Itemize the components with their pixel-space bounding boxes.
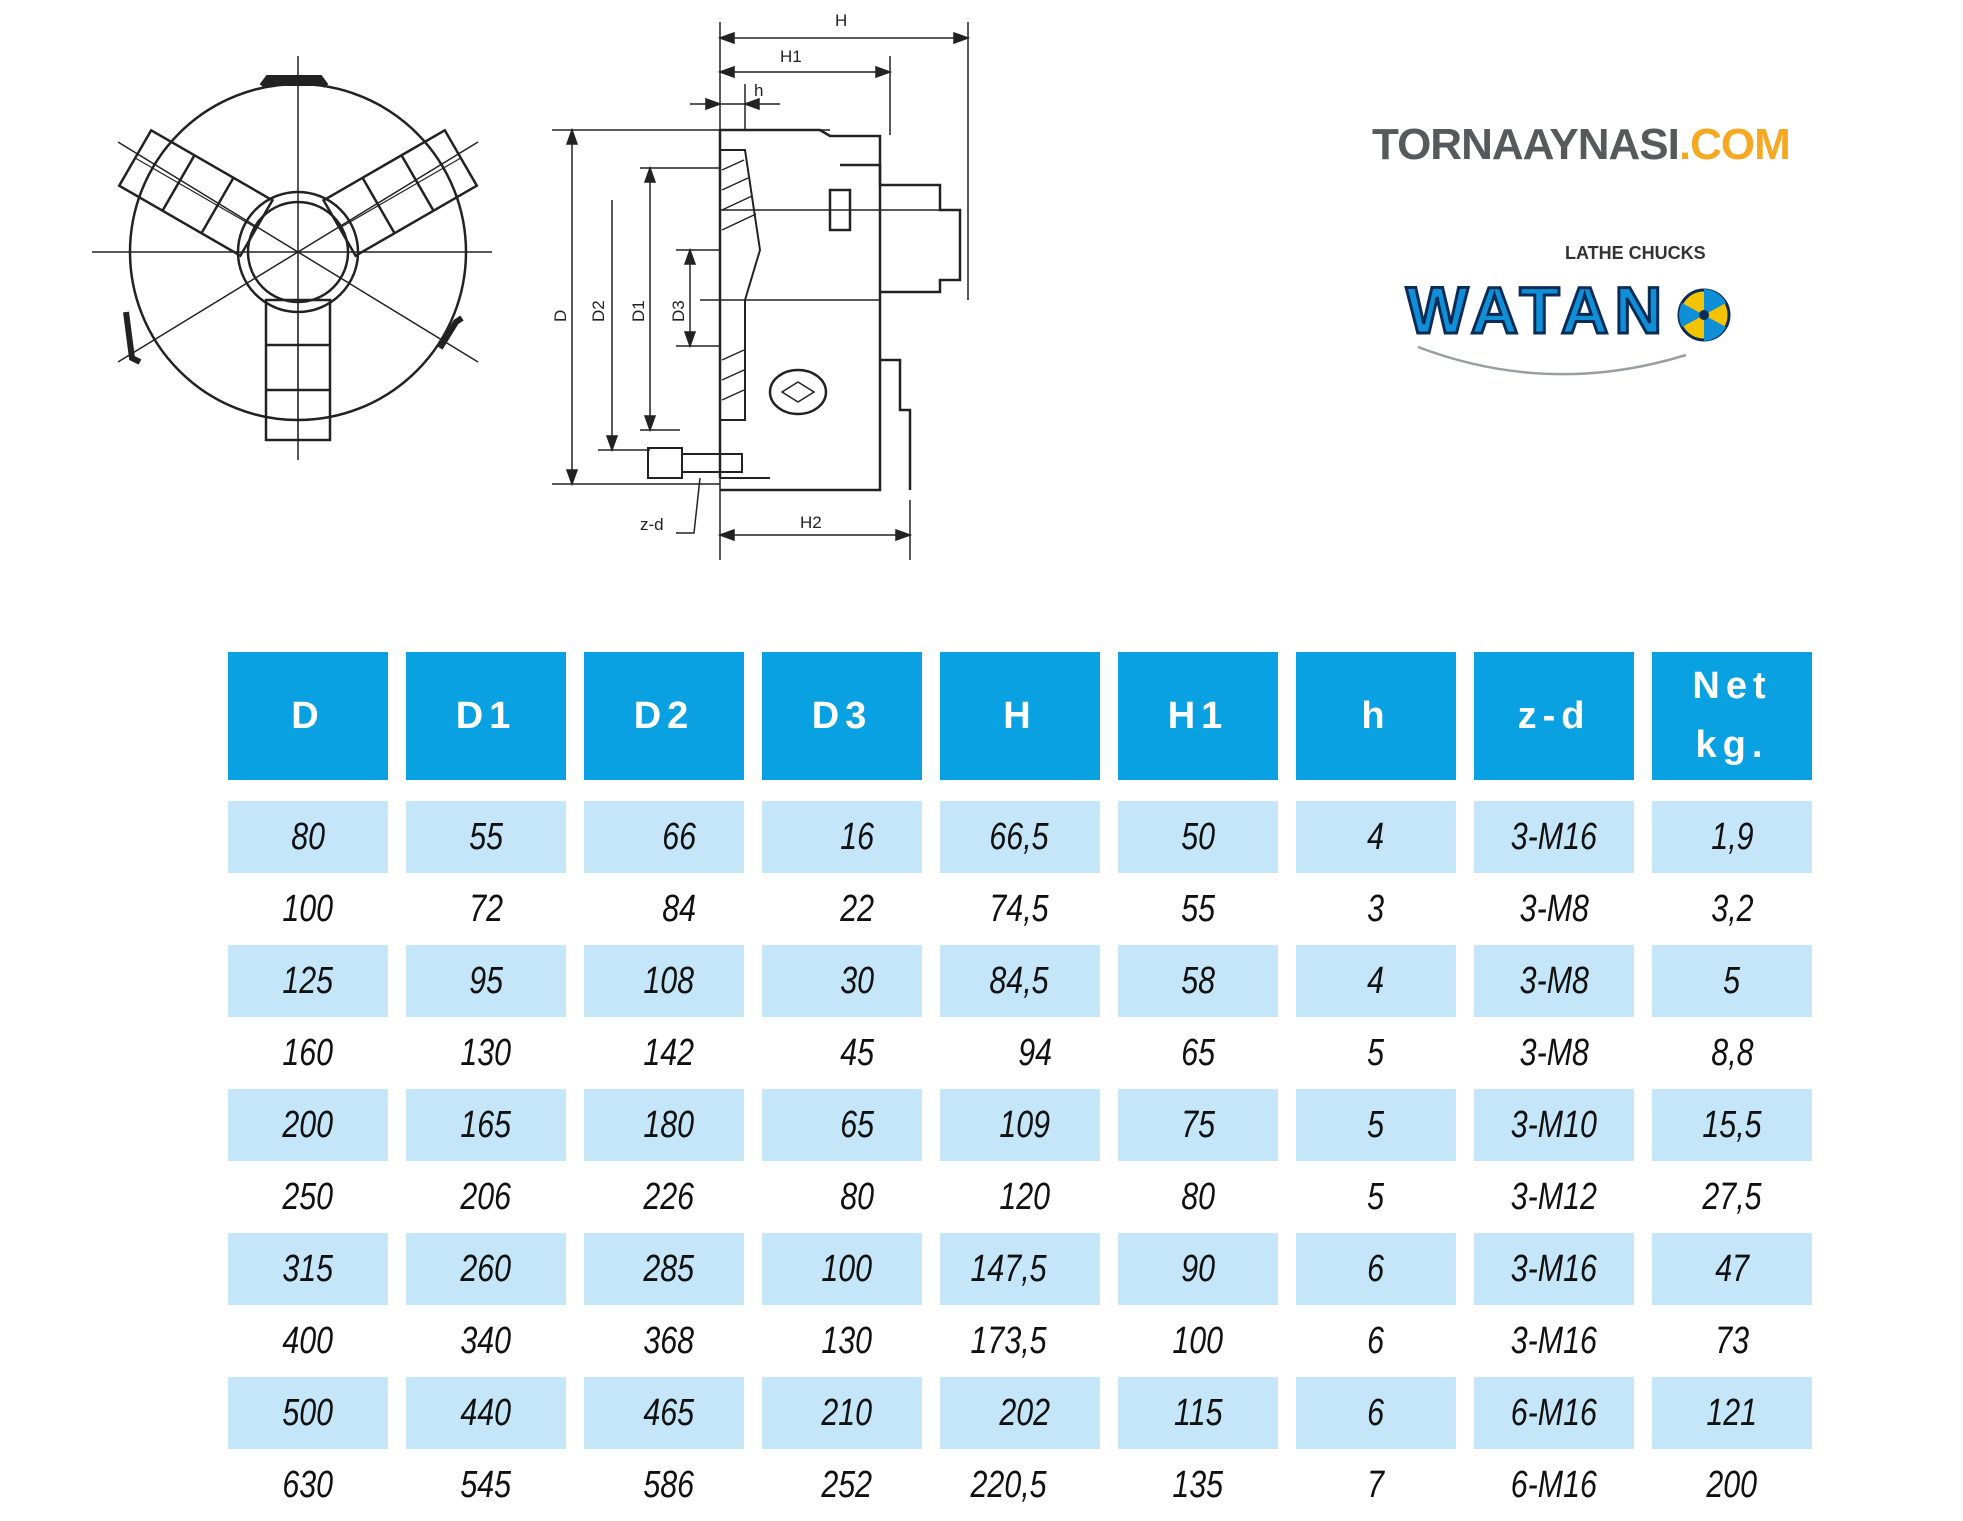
table-cell-d2 xyxy=(584,801,744,873)
table-cell-d3 xyxy=(762,801,922,873)
table-cell-value: 6 xyxy=(1367,1391,1385,1434)
table-cell-h1 xyxy=(1118,1233,1278,1305)
table-cell-d xyxy=(228,873,388,945)
column-header-net-kg: Net kg. xyxy=(1652,652,1812,780)
chuck-side-section-view xyxy=(648,130,960,490)
spacer-cell xyxy=(940,780,1100,801)
table-cell-d3 xyxy=(762,1161,922,1233)
table-cell-h1 xyxy=(1118,873,1278,945)
spacer-cell xyxy=(584,780,744,801)
table-cell-h-total xyxy=(940,1305,1100,1377)
table-cell-value: 6-M16 xyxy=(1510,1463,1598,1506)
table-cell-d3 xyxy=(762,945,922,1017)
table-cell-d1 xyxy=(406,1449,566,1521)
table-cell-d2 xyxy=(584,1089,744,1161)
table-cell-value: 66,5 xyxy=(989,815,1049,858)
dim-label-D3: D3 xyxy=(669,300,688,322)
table-cell-h-small xyxy=(1296,1377,1456,1449)
table-cell-value: 27,5 xyxy=(1702,1175,1762,1218)
table-cell-value: 180 xyxy=(642,1103,694,1146)
table-cell-value: 58 xyxy=(1181,959,1215,1002)
table-cell-value: 252 xyxy=(820,1463,872,1506)
logo-swoosh xyxy=(1418,347,1686,374)
table-cell-value: 173,5 xyxy=(970,1319,1047,1362)
table-cell-z-d xyxy=(1474,1377,1634,1449)
spacer-cell xyxy=(406,780,566,801)
table-cell-value: 135 xyxy=(1172,1463,1224,1506)
table-cell-d xyxy=(228,1233,388,1305)
dimension-labels xyxy=(551,11,847,534)
table-header-row xyxy=(228,652,1812,780)
table-row xyxy=(228,1305,1812,1377)
table-cell-value: 250 xyxy=(282,1175,334,1218)
table-row xyxy=(228,945,1812,1017)
table-cell-d xyxy=(228,1449,388,1521)
table-cell-h-small xyxy=(1296,945,1456,1017)
table-cell-value: 147,5 xyxy=(970,1247,1047,1290)
table-cell-value: 545 xyxy=(460,1463,512,1506)
table-cell-value: 65 xyxy=(1181,1031,1215,1074)
table-cell-z-d xyxy=(1474,1161,1634,1233)
table-cell-net-kg xyxy=(1652,1089,1812,1161)
table-cell-d3 xyxy=(762,1233,922,1305)
table-cell-value: 130 xyxy=(820,1319,872,1362)
table-cell-d2 xyxy=(584,1449,744,1521)
table-cell-z-d xyxy=(1474,1017,1634,1089)
table-cell-d1 xyxy=(406,873,566,945)
dim-label-D: D xyxy=(551,309,570,322)
table-cell-value: 66 xyxy=(661,815,696,858)
table-cell-h-total xyxy=(940,1233,1100,1305)
table-cell-value: 368 xyxy=(642,1319,694,1362)
table-cell-h-small xyxy=(1296,1305,1456,1377)
table-cell-value: 165 xyxy=(460,1103,512,1146)
table-cell-value: 6 xyxy=(1367,1319,1385,1362)
table-cell-value: 3-M12 xyxy=(1510,1175,1598,1218)
table-cell-h-small xyxy=(1296,873,1456,945)
table-cell-value: 94 xyxy=(1017,1031,1052,1074)
header-spacer xyxy=(228,780,1812,801)
table-cell-value: 84 xyxy=(661,887,696,930)
table-cell-value: 100 xyxy=(282,887,334,930)
table-cell-value: 16 xyxy=(839,815,874,858)
table-cell-d1 xyxy=(406,1305,566,1377)
table-cell-value: 206 xyxy=(460,1175,512,1218)
table-cell-h-total xyxy=(940,1449,1100,1521)
table-row xyxy=(228,1233,1812,1305)
spacer-cell xyxy=(1118,780,1278,801)
table-cell-d xyxy=(228,945,388,1017)
logo-emblem xyxy=(1400,235,1740,415)
dim-label-D1: D1 xyxy=(629,300,648,322)
table-cell-d2 xyxy=(584,1233,744,1305)
table-cell-value: 15,5 xyxy=(1702,1103,1762,1146)
dim-label-zd: z-d xyxy=(640,515,664,534)
column-header-d2: D2 xyxy=(584,652,744,780)
table-cell-net-kg xyxy=(1652,1377,1812,1449)
table-cell-d xyxy=(228,801,388,873)
table-cell-net-kg xyxy=(1652,1449,1812,1521)
table-cell-value: 73 xyxy=(1715,1319,1749,1362)
table-cell-value: 500 xyxy=(282,1391,334,1434)
table-cell-h-total xyxy=(940,801,1100,873)
table-cell-value: 200 xyxy=(1706,1463,1758,1506)
table-cell-d1 xyxy=(406,1233,566,1305)
table-cell-h-small xyxy=(1296,1233,1456,1305)
table-cell-value: 80 xyxy=(291,815,325,858)
table-cell-d xyxy=(228,1161,388,1233)
column-header-d3: D3 xyxy=(762,652,922,780)
table-cell-net-kg xyxy=(1652,945,1812,1017)
table-cell-net-kg xyxy=(1652,801,1812,873)
table-cell-d1 xyxy=(406,801,566,873)
table-cell-d xyxy=(228,1305,388,1377)
table-cell-d2 xyxy=(584,1305,744,1377)
table-row xyxy=(228,1161,1812,1233)
spacer-cell xyxy=(1474,780,1634,801)
table-cell-d3 xyxy=(762,1017,922,1089)
table-cell-value: 22 xyxy=(839,887,874,930)
table-cell-value: 160 xyxy=(282,1031,334,1074)
table-cell-h-total xyxy=(940,1089,1100,1161)
chuck-technical-drawing xyxy=(0,0,1000,580)
table-cell-h-total xyxy=(940,1377,1100,1449)
table-cell-value: 55 xyxy=(1181,887,1215,930)
table-cell-value: 6 xyxy=(1367,1247,1385,1290)
table-cell-value: 5 xyxy=(1367,1031,1385,1074)
table-cell-d1 xyxy=(406,1017,566,1089)
spacer-cell xyxy=(1652,780,1812,801)
table-cell-value: 109 xyxy=(998,1103,1050,1146)
table-cell-value: 80 xyxy=(839,1175,874,1218)
table-cell-z-d xyxy=(1474,1233,1634,1305)
logo-wordmark: WATAN xyxy=(1406,273,1669,347)
column-header-d1: D1 xyxy=(406,652,566,780)
table-cell-d2 xyxy=(584,1377,744,1449)
table-cell-value: 3-M8 xyxy=(1519,959,1589,1002)
table-cell-net-kg xyxy=(1652,1305,1812,1377)
table-cell-value: 7 xyxy=(1367,1463,1385,1506)
table-cell-d xyxy=(228,1377,388,1449)
table-cell-d1 xyxy=(406,1161,566,1233)
table-cell-d1 xyxy=(406,1089,566,1161)
table-row xyxy=(228,1017,1812,1089)
table-cell-d3 xyxy=(762,873,922,945)
table-cell-value: 65 xyxy=(839,1103,874,1146)
table-cell-h1 xyxy=(1118,1449,1278,1521)
table-row xyxy=(228,1089,1812,1161)
table-cell-value: 100 xyxy=(1172,1319,1224,1362)
table-cell-net-kg xyxy=(1652,1017,1812,1089)
table-cell-value: 220,5 xyxy=(970,1463,1047,1506)
table-cell-value: 5 xyxy=(1723,959,1741,1002)
table-cell-d1 xyxy=(406,1377,566,1449)
table-cell-h1 xyxy=(1118,945,1278,1017)
table-row xyxy=(228,873,1812,945)
spacer-cell xyxy=(1296,780,1456,801)
table-cell-value: 30 xyxy=(839,959,874,1002)
table-cell-d3 xyxy=(762,1089,922,1161)
spacer-cell xyxy=(228,780,388,801)
table-cell-h-total xyxy=(940,945,1100,1017)
table-cell-value: 400 xyxy=(282,1319,334,1362)
table-cell-z-d xyxy=(1474,801,1634,873)
table-cell-h1 xyxy=(1118,1017,1278,1089)
table-cell-h-small xyxy=(1296,1017,1456,1089)
table-cell-h-total xyxy=(940,1017,1100,1089)
table-cell-value: 465 xyxy=(642,1391,694,1434)
table-cell-d1 xyxy=(406,945,566,1017)
table-cell-d2 xyxy=(584,945,744,1017)
table-cell-value: 130 xyxy=(460,1031,512,1074)
table-cell-z-d xyxy=(1474,1449,1634,1521)
table-cell-value: 630 xyxy=(282,1463,334,1506)
table-cell-value: 315 xyxy=(282,1247,334,1290)
column-header-h1: H1 xyxy=(1118,652,1278,780)
watan-logo xyxy=(1400,235,1740,415)
table-cell-value: 75 xyxy=(1181,1103,1215,1146)
table-cell-value: 45 xyxy=(839,1031,874,1074)
spec-table xyxy=(210,652,1830,1521)
spacer-cell xyxy=(762,780,922,801)
table-cell-h-total xyxy=(940,873,1100,945)
table-cell-value: 586 xyxy=(642,1463,694,1506)
table-cell-net-kg xyxy=(1652,1233,1812,1305)
table-cell-value: 3 xyxy=(1367,887,1385,930)
table-cell-value: 3-M8 xyxy=(1519,887,1589,930)
table-cell-d2 xyxy=(584,873,744,945)
table-cell-value: 285 xyxy=(642,1247,694,1290)
column-header-h-total: H xyxy=(940,652,1100,780)
table-cell-d3 xyxy=(762,1377,922,1449)
table-cell-value: 142 xyxy=(642,1031,694,1074)
table-cell-z-d xyxy=(1474,873,1634,945)
dim-label-h: h xyxy=(754,81,764,100)
brand-site-main: TORNAAYNASI xyxy=(1372,120,1679,169)
table-cell-value: 3-M10 xyxy=(1510,1103,1598,1146)
table-cell-value: 108 xyxy=(642,959,694,1002)
table-cell-value: 55 xyxy=(469,815,503,858)
table-cell-h1 xyxy=(1118,801,1278,873)
table-cell-value: 5 xyxy=(1367,1103,1385,1146)
table-cell-value: 50 xyxy=(1181,815,1215,858)
table-cell-value: 3-M16 xyxy=(1510,1319,1598,1362)
table-cell-value: 3,2 xyxy=(1710,887,1754,930)
table-cell-value: 6-M16 xyxy=(1510,1391,1598,1434)
column-header-h-small: h xyxy=(1296,652,1456,780)
table-cell-value: 226 xyxy=(642,1175,694,1218)
column-header-z-d: z-d xyxy=(1474,652,1634,780)
table-cell-h-small xyxy=(1296,1161,1456,1233)
table-cell-h1 xyxy=(1118,1089,1278,1161)
table-cell-h-small xyxy=(1296,1449,1456,1521)
brand-site-name xyxy=(1372,120,1790,170)
table-cell-value: 90 xyxy=(1181,1247,1215,1290)
table-cell-d3 xyxy=(762,1449,922,1521)
table-cell-value: 260 xyxy=(460,1247,512,1290)
table-cell-value: 202 xyxy=(998,1391,1050,1434)
table-cell-h1 xyxy=(1118,1161,1278,1233)
table-row xyxy=(228,1449,1812,1521)
table-cell-value: 120 xyxy=(998,1175,1050,1218)
table-cell-value: 5 xyxy=(1367,1175,1385,1218)
table-cell-value: 3-M16 xyxy=(1510,815,1598,858)
table-cell-value: 74,5 xyxy=(989,887,1049,930)
table-cell-value: 100 xyxy=(820,1247,872,1290)
table-row xyxy=(228,801,1812,873)
table-cell-value: 121 xyxy=(1706,1391,1758,1434)
chuck-emblem-icon xyxy=(1679,289,1729,341)
table-row xyxy=(228,1377,1812,1449)
table-cell-value: 340 xyxy=(460,1319,512,1362)
table-cell-z-d xyxy=(1474,1089,1634,1161)
table-cell-d2 xyxy=(584,1161,744,1233)
table-cell-value: 4 xyxy=(1367,815,1385,858)
table-cell-h1 xyxy=(1118,1305,1278,1377)
table-cell-value: 1,9 xyxy=(1710,815,1754,858)
chuck-front-view xyxy=(92,56,492,460)
brand-site-accent: .COM xyxy=(1678,120,1790,169)
table-cell-value: 3-M8 xyxy=(1519,1031,1589,1074)
table-cell-d xyxy=(228,1089,388,1161)
dim-label-D2: D2 xyxy=(589,300,608,322)
table-cell-h-total xyxy=(940,1161,1100,1233)
table-cell-value: 3-M16 xyxy=(1510,1247,1598,1290)
table-cell-h1 xyxy=(1118,1377,1278,1449)
table-cell-value: 8,8 xyxy=(1710,1031,1754,1074)
table-cell-value: 72 xyxy=(469,887,503,930)
table-cell-value: 200 xyxy=(282,1103,334,1146)
table-cell-h-small xyxy=(1296,801,1456,873)
table-cell-d xyxy=(228,1017,388,1089)
table-body xyxy=(228,780,1812,1521)
table-cell-h-small xyxy=(1296,1089,1456,1161)
dim-label-H: H xyxy=(835,11,848,30)
table-cell-value: 95 xyxy=(469,959,503,1002)
table-cell-value: 115 xyxy=(1173,1391,1223,1434)
table-cell-z-d xyxy=(1474,1305,1634,1377)
dim-label-H2: H2 xyxy=(800,513,822,532)
dim-label-H1: H1 xyxy=(780,47,802,66)
table-cell-d2 xyxy=(584,1017,744,1089)
table-cell-d3 xyxy=(762,1305,922,1377)
table-cell-net-kg xyxy=(1652,873,1812,945)
logo-subtitle: LATHE CHUCKS xyxy=(1565,243,1706,263)
table-cell-value: 440 xyxy=(460,1391,512,1434)
table-cell-value: 125 xyxy=(282,959,334,1002)
table-cell-value: 84,5 xyxy=(989,959,1049,1002)
table-cell-z-d xyxy=(1474,945,1634,1017)
table-cell-value: 4 xyxy=(1367,959,1385,1002)
table-cell-value: 47 xyxy=(1715,1247,1749,1290)
column-header-d: D xyxy=(228,652,388,780)
table-cell-value: 210 xyxy=(820,1391,872,1434)
table-cell-value: 80 xyxy=(1181,1175,1215,1218)
table-cell-net-kg xyxy=(1652,1161,1812,1233)
